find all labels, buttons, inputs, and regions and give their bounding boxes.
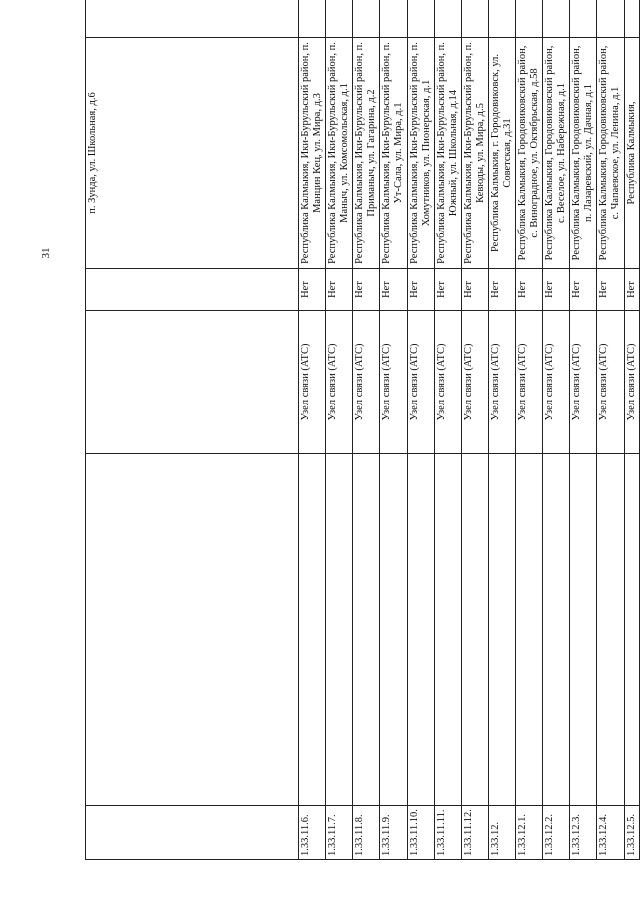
cell-empty — [570, 454, 597, 806]
cell-empty — [570, 0, 597, 38]
cell-empty — [86, 0, 299, 38]
cell-empty — [543, 0, 570, 38]
cell-address: Республика Калмыкия, — [624, 38, 639, 269]
cell-object: Узел связи (АТС) — [380, 311, 407, 454]
cell-flag: Нет — [380, 269, 407, 311]
cell-number: 1.33.12.3. — [570, 806, 597, 860]
cell-address: Республика Калмыкия, Ики-Бурульский район, п. Приманыч, ул. Гагарина, д.2 — [353, 38, 380, 269]
cell-empty — [597, 0, 624, 38]
cell-object: Узел связи (АТС) — [516, 311, 543, 454]
table-row — [597, 0, 624, 860]
cell-address: п. Зунда, ул. Школьная, д.6 — [86, 38, 299, 269]
cell-empty — [353, 454, 380, 806]
table-row — [299, 0, 326, 860]
rotated-table-wrapper — [85, 30, 637, 860]
cell-flag: Нет — [543, 269, 570, 311]
cell-empty — [516, 454, 543, 806]
cell-object: Узел связи (АТС) — [461, 311, 488, 454]
cell-empty — [434, 0, 461, 38]
cell-empty — [380, 0, 407, 38]
cell-empty — [461, 454, 488, 806]
cell-number: 1.33.11.12. — [461, 806, 488, 860]
cell-address: Республика Калмыкия, Ики-Бурульский район, п. Ут-Сала, ул. Мира, д.1 — [380, 38, 407, 269]
cell-empty — [543, 454, 570, 806]
cell-empty — [461, 0, 488, 38]
cell-object: Узел связи (АТС) — [624, 311, 639, 454]
table-row — [434, 0, 461, 860]
cell-empty — [488, 454, 515, 806]
table-row — [86, 0, 299, 860]
cell-empty — [380, 454, 407, 806]
cell-address: Республика Калмыкия, Городовиковский район, с. Веселое, ул. Набережная, д.1 — [543, 38, 570, 269]
cell-address: Республика Калмыкия, Городовиковский район, п. Лазаревский, ул. Дачная, д.1 — [570, 38, 597, 269]
cell-flag: Нет — [353, 269, 380, 311]
cell-address: Республика Калмыкия, г. Городовиковск, ул. Советская, д.31 — [488, 38, 515, 269]
page-number: 31 — [40, 247, 52, 259]
objects-table — [85, 0, 640, 860]
cell-number: 1.33.12.4. — [597, 806, 624, 860]
cell-number: 1.33.12. — [488, 806, 515, 860]
cell-empty — [407, 0, 434, 38]
cell-object — [86, 311, 299, 454]
cell-number: 1.33.12.5. — [624, 806, 639, 860]
cell-address: Республика Калмыкия, Городовиковский район, с. Чапаевское, ул. Ленина, д.1 — [597, 38, 624, 269]
table-row — [326, 0, 353, 860]
cell-number: 1.33.11.10. — [407, 806, 434, 860]
cell-empty — [86, 454, 299, 806]
cell-empty — [326, 0, 353, 38]
cell-empty — [326, 454, 353, 806]
cell-object: Узел связи (АТС) — [434, 311, 461, 454]
cell-number: 1.33.12.2. — [543, 806, 570, 860]
cell-flag: Нет — [488, 269, 515, 311]
cell-address: Республика Калмыкия, Ики-Бурульский район, п. Хомутников, ул. Пионерская, д.1 — [407, 38, 434, 269]
cell-empty — [516, 0, 543, 38]
cell-empty — [624, 0, 639, 38]
cell-address: Республика Калмыкия, Ики-Бурульский район, п. Кевюды, ул. Мира, д.5 — [461, 38, 488, 269]
cell-flag: Нет — [326, 269, 353, 311]
table-row — [488, 0, 515, 860]
cell-address: Республика Калмыкия, Ики-Бурульский район, п. Манцин Кец, ул. Мира, д.3 — [299, 38, 326, 269]
cell-flag: Нет — [407, 269, 434, 311]
cell-empty — [488, 0, 515, 38]
cell-object: Узел связи (АТС) — [570, 311, 597, 454]
cell-empty — [299, 454, 326, 806]
cell-number: 1.33.11.11. — [434, 806, 461, 860]
table-row — [461, 0, 488, 860]
cell-flag: Нет — [516, 269, 543, 311]
cell-object: Узел связи (АТС) — [597, 311, 624, 454]
cell-address: Республика Калмыкия, Ики-Бурульский район, п. Маныч, ул. Комсомольская, д.1 — [326, 38, 353, 269]
cell-number: 1.33.11.8. — [353, 806, 380, 860]
table-row — [624, 0, 639, 860]
cell-address: Республика Калмыкия, Ики-Бурульский район, п. Южный, ул. Школьная, д.14 — [434, 38, 461, 269]
cell-flag: Нет — [461, 269, 488, 311]
cell-flag: Нет — [624, 269, 639, 311]
cell-number: 1.33.11.9. — [380, 806, 407, 860]
cell-object: Узел связи (АТС) — [326, 311, 353, 454]
cell-address: Республика Калмыкия, Городовиковский район, с. Виноградное, ул. Октябрьская, д.58 — [516, 38, 543, 269]
cell-object: Узел связи (АТС) — [407, 311, 434, 454]
cell-number: 1.33.11.6. — [299, 806, 326, 860]
cell-number: 1.33.12.1. — [516, 806, 543, 860]
table-row — [380, 0, 407, 860]
cell-flag — [86, 269, 299, 311]
cell-object: Узел связи (АТС) — [299, 311, 326, 454]
cell-empty — [299, 0, 326, 38]
cell-empty — [353, 0, 380, 38]
table-row — [516, 0, 543, 860]
table-row — [543, 0, 570, 860]
table-row — [407, 0, 434, 860]
cell-empty — [407, 454, 434, 806]
cell-flag: Нет — [299, 269, 326, 311]
table-row — [570, 0, 597, 860]
cell-flag: Нет — [597, 269, 624, 311]
cell-number: 1.33.11.7. — [326, 806, 353, 860]
cell-number — [86, 806, 299, 860]
cell-object: Узел связи (АТС) — [488, 311, 515, 454]
cell-flag: Нет — [570, 269, 597, 311]
cell-flag: Нет — [434, 269, 461, 311]
cell-object: Узел связи (АТС) — [353, 311, 380, 454]
cell-empty — [624, 454, 639, 806]
cell-empty — [434, 454, 461, 806]
cell-empty — [597, 454, 624, 806]
table-row — [353, 0, 380, 860]
cell-object: Узел связи (АТС) — [543, 311, 570, 454]
